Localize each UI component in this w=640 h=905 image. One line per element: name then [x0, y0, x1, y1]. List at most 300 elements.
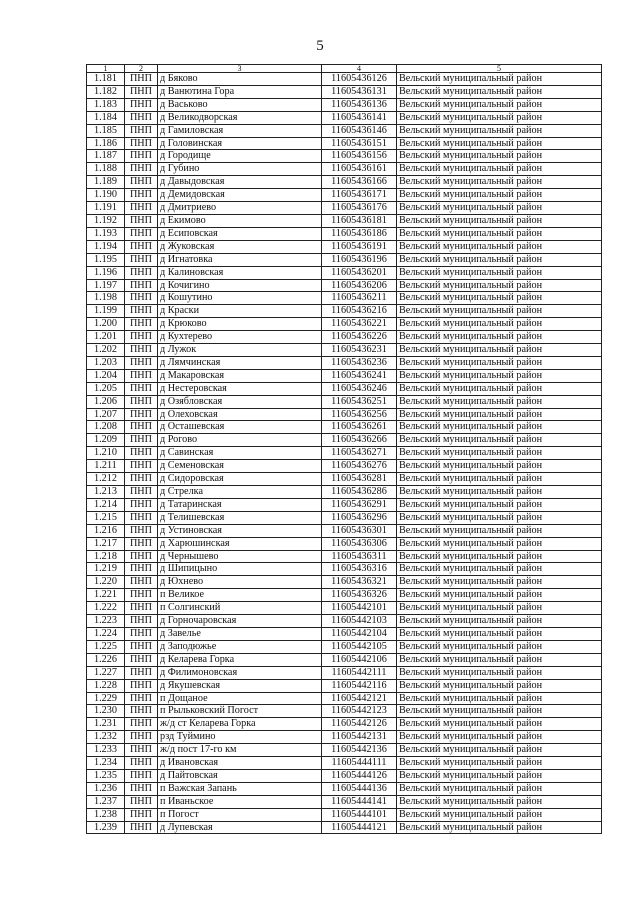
cell-type: ПНП: [125, 369, 158, 382]
cell-index: 1.182: [87, 85, 125, 98]
cell-type: ПНП: [125, 421, 158, 434]
cell-name: д Кошутино: [158, 292, 322, 305]
cell-index: 1.236: [87, 782, 125, 795]
table-row: [87, 679, 602, 692]
cell-district: Вельский муниципальный район: [397, 382, 602, 395]
cell-index: 1.237: [87, 795, 125, 808]
cell-name: д Ванютина Гора: [158, 85, 322, 98]
cell-district: Вельский муниципальный район: [397, 150, 602, 163]
cell-code: 11605436141: [322, 111, 397, 124]
cell-type: ПНП: [125, 124, 158, 137]
cell-code: 11605436271: [322, 447, 397, 460]
cell-district: Вельский муниципальный район: [397, 189, 602, 202]
table-row: [87, 640, 602, 653]
cell-name: п Иваньское: [158, 795, 322, 808]
cell-district: Вельский муниципальный район: [397, 589, 602, 602]
cell-type: ПНП: [125, 718, 158, 731]
cell-name: д Лужок: [158, 344, 322, 357]
cell-code: 11605436266: [322, 434, 397, 447]
cell-district: Вельский муниципальный район: [397, 679, 602, 692]
cell-district: Вельский муниципальный район: [397, 318, 602, 331]
cell-code: 11605442136: [322, 744, 397, 757]
cell-code: 11605436296: [322, 511, 397, 524]
table-row: [87, 705, 602, 718]
table-row: [87, 615, 602, 628]
table-row: [87, 214, 602, 227]
cell-type: ПНП: [125, 305, 158, 318]
cell-name: д Игнатовка: [158, 253, 322, 266]
cell-index: 1.228: [87, 679, 125, 692]
cell-code: 11605436231: [322, 344, 397, 357]
cell-name: д Дмитриево: [158, 202, 322, 215]
cell-code: 11605436136: [322, 98, 397, 111]
cell-district: Вельский муниципальный район: [397, 331, 602, 344]
cell-name: д Харюшинская: [158, 537, 322, 550]
table-row: [87, 111, 602, 124]
cell-district: Вельский муниципальный район: [397, 731, 602, 744]
table-row: [87, 434, 602, 447]
cell-name: д Шипицыно: [158, 563, 322, 576]
cell-code: 11605442123: [322, 705, 397, 718]
cell-district: Вельский муниципальный район: [397, 511, 602, 524]
cell-index: 1.190: [87, 189, 125, 202]
table-row: [87, 176, 602, 189]
table-row: [87, 498, 602, 511]
cell-index: 1.205: [87, 382, 125, 395]
cell-name: д Устиновская: [158, 524, 322, 537]
cell-name: п Солгинский: [158, 602, 322, 615]
cell-index: 1.200: [87, 318, 125, 331]
cell-district: Вельский муниципальный район: [397, 524, 602, 537]
cell-code: 11605442101: [322, 602, 397, 615]
cell-type: ПНП: [125, 731, 158, 744]
table-row: [87, 524, 602, 537]
cell-index: 1.196: [87, 266, 125, 279]
cell-name: д Кухтерево: [158, 331, 322, 344]
cell-type: ПНП: [125, 744, 158, 757]
cell-code: 11605436201: [322, 266, 397, 279]
cell-code: 11605442106: [322, 653, 397, 666]
cell-district: Вельский муниципальный район: [397, 408, 602, 421]
cell-index: 1.194: [87, 240, 125, 253]
cell-type: ПНП: [125, 331, 158, 344]
cell-type: ПНП: [125, 202, 158, 215]
cell-district: Вельский муниципальный район: [397, 615, 602, 628]
cell-district: Вельский муниципальный район: [397, 369, 602, 382]
cell-type: ПНП: [125, 486, 158, 499]
cell-code: 11605436261: [322, 421, 397, 434]
cell-code: 11605436146: [322, 124, 397, 137]
cell-name: д Калиновская: [158, 266, 322, 279]
cell-index: 1.199: [87, 305, 125, 318]
table-row: [87, 253, 602, 266]
cell-index: 1.187: [87, 150, 125, 163]
cell-index: 1.225: [87, 640, 125, 653]
cell-district: Вельский муниципальный район: [397, 85, 602, 98]
cell-index: 1.185: [87, 124, 125, 137]
table-row: [87, 447, 602, 460]
cell-type: ПНП: [125, 189, 158, 202]
cell-name: д Келарева Горка: [158, 653, 322, 666]
cell-name: д Чернышево: [158, 550, 322, 563]
table-row: [87, 795, 602, 808]
cell-index: 1.186: [87, 137, 125, 150]
table-row: [87, 189, 602, 202]
cell-district: Вельский муниципальный район: [397, 473, 602, 486]
cell-name: д Олеховская: [158, 408, 322, 421]
column-header-district: 5: [397, 65, 602, 73]
cell-type: ПНП: [125, 498, 158, 511]
cell-district: Вельский муниципальный район: [397, 821, 602, 834]
cell-code: 11605436196: [322, 253, 397, 266]
cell-type: ПНП: [125, 511, 158, 524]
cell-type: ПНП: [125, 563, 158, 576]
cell-name: д Савинская: [158, 447, 322, 460]
table-row: [87, 292, 602, 305]
cell-district: Вельский муниципальный район: [397, 395, 602, 408]
cell-type: ПНП: [125, 176, 158, 189]
cell-code: 11605444101: [322, 808, 397, 821]
table-row: [87, 202, 602, 215]
cell-code: 11605442131: [322, 731, 397, 744]
cell-index: 1.209: [87, 434, 125, 447]
table-row: [87, 305, 602, 318]
cell-district: Вельский муниципальный район: [397, 344, 602, 357]
cell-type: ПНП: [125, 279, 158, 292]
cell-name: д Пайтовская: [158, 769, 322, 782]
settlement-register-table: [86, 64, 602, 834]
cell-index: 1.213: [87, 486, 125, 499]
cell-name: д Завелье: [158, 627, 322, 640]
cell-district: Вельский муниципальный район: [397, 124, 602, 137]
cell-name: д Сидоровская: [158, 473, 322, 486]
cell-name: д Великодворская: [158, 111, 322, 124]
cell-code: 11605436211: [322, 292, 397, 305]
cell-code: 11605436241: [322, 369, 397, 382]
cell-index: 1.188: [87, 163, 125, 176]
cell-code: 11605442126: [322, 718, 397, 731]
cell-name: д Крюково: [158, 318, 322, 331]
table-row: [87, 486, 602, 499]
cell-type: ПНП: [125, 460, 158, 473]
cell-district: Вельский муниципальный район: [397, 782, 602, 795]
cell-type: ПНП: [125, 434, 158, 447]
cell-code: 11605442103: [322, 615, 397, 628]
cell-district: Вельский муниципальный район: [397, 292, 602, 305]
cell-type: ПНП: [125, 408, 158, 421]
cell-name: д Городище: [158, 150, 322, 163]
cell-code: 11605436291: [322, 498, 397, 511]
table-row: [87, 163, 602, 176]
cell-district: Вельский муниципальный район: [397, 744, 602, 757]
cell-index: 1.212: [87, 473, 125, 486]
table-row: [87, 537, 602, 550]
cell-district: Вельский муниципальный район: [397, 163, 602, 176]
cell-name: д Гамиловская: [158, 124, 322, 137]
cell-type: ПНП: [125, 692, 158, 705]
cell-name: д Горночаровская: [158, 615, 322, 628]
cell-index: 1.206: [87, 395, 125, 408]
cell-name: д Юхнево: [158, 576, 322, 589]
cell-type: ПНП: [125, 356, 158, 369]
cell-code: 11605444126: [322, 769, 397, 782]
table-row: [87, 408, 602, 421]
cell-district: Вельский муниципальный район: [397, 666, 602, 679]
cell-code: 11605436221: [322, 318, 397, 331]
cell-name: д Есиповская: [158, 227, 322, 240]
cell-district: Вельский муниципальный район: [397, 498, 602, 511]
cell-code: 11605436326: [322, 589, 397, 602]
cell-index: 1.222: [87, 602, 125, 615]
cell-type: ПНП: [125, 537, 158, 550]
cell-code: 11605436181: [322, 214, 397, 227]
cell-district: Вельский муниципальный район: [397, 653, 602, 666]
cell-name: д Давыдовская: [158, 176, 322, 189]
cell-district: Вельский муниципальный район: [397, 602, 602, 615]
table-row: [87, 692, 602, 705]
cell-index: 1.226: [87, 653, 125, 666]
table-row: [87, 718, 602, 731]
cell-name: д Ивановская: [158, 757, 322, 770]
table-row: [87, 744, 602, 757]
cell-name: д Губино: [158, 163, 322, 176]
cell-type: ПНП: [125, 253, 158, 266]
cell-index: 1.214: [87, 498, 125, 511]
table-row: [87, 782, 602, 795]
cell-index: 1.197: [87, 279, 125, 292]
cell-code: 11605442105: [322, 640, 397, 653]
cell-district: Вельский муниципальный район: [397, 563, 602, 576]
column-header-code: 4: [322, 65, 397, 73]
cell-type: ПНП: [125, 795, 158, 808]
cell-code: 11605436246: [322, 382, 397, 395]
cell-type: ПНП: [125, 679, 158, 692]
cell-code: 11605436256: [322, 408, 397, 421]
cell-district: Вельский муниципальный район: [397, 769, 602, 782]
cell-index: 1.227: [87, 666, 125, 679]
cell-code: 11605442121: [322, 692, 397, 705]
table-row: [87, 395, 602, 408]
table-row: [87, 124, 602, 137]
cell-code: 11605436306: [322, 537, 397, 550]
table-row: [87, 279, 602, 292]
cell-code: 11605436251: [322, 395, 397, 408]
cell-index: 1.203: [87, 356, 125, 369]
cell-code: 11605436161: [322, 163, 397, 176]
cell-name: д Головинская: [158, 137, 322, 150]
cell-index: 1.233: [87, 744, 125, 757]
cell-name: п Важская Запань: [158, 782, 322, 795]
cell-type: ПНП: [125, 769, 158, 782]
cell-type: ПНП: [125, 589, 158, 602]
column-header-type: 2: [125, 65, 158, 73]
cell-type: ПНП: [125, 550, 158, 563]
cell-index: 1.207: [87, 408, 125, 421]
cell-district: Вельский муниципальный район: [397, 486, 602, 499]
cell-name: д Озябловская: [158, 395, 322, 408]
cell-code: 11605436151: [322, 137, 397, 150]
table-row: [87, 73, 602, 86]
cell-name: д Семеновская: [158, 460, 322, 473]
cell-index: 1.189: [87, 176, 125, 189]
cell-type: ПНП: [125, 666, 158, 679]
cell-index: 1.198: [87, 292, 125, 305]
table-row: [87, 821, 602, 834]
cell-index: 1.193: [87, 227, 125, 240]
cell-district: Вельский муниципальный район: [397, 253, 602, 266]
cell-name: п Дощаное: [158, 692, 322, 705]
table-row: [87, 666, 602, 679]
cell-district: Вельский муниципальный район: [397, 718, 602, 731]
cell-code: 11605436321: [322, 576, 397, 589]
cell-name: д Демидовская: [158, 189, 322, 202]
cell-type: ПНП: [125, 318, 158, 331]
cell-index: 1.201: [87, 331, 125, 344]
cell-code: 11605436281: [322, 473, 397, 486]
cell-district: Вельский муниципальный район: [397, 576, 602, 589]
column-header-index: 1: [87, 65, 125, 73]
cell-code: 11605436311: [322, 550, 397, 563]
cell-district: Вельский муниципальный район: [397, 111, 602, 124]
cell-type: ПНП: [125, 473, 158, 486]
cell-name: д Якушевская: [158, 679, 322, 692]
cell-name: д Рогово: [158, 434, 322, 447]
cell-name: д Екимово: [158, 214, 322, 227]
cell-code: 11605436166: [322, 176, 397, 189]
cell-index: 1.221: [87, 589, 125, 602]
cell-name: д Татаринская: [158, 498, 322, 511]
cell-index: 1.183: [87, 98, 125, 111]
cell-district: Вельский муниципальный район: [397, 692, 602, 705]
cell-type: ПНП: [125, 150, 158, 163]
cell-code: 11605436131: [322, 85, 397, 98]
cell-name: д Бяково: [158, 73, 322, 86]
cell-district: Вельский муниципальный район: [397, 266, 602, 279]
cell-type: ПНП: [125, 214, 158, 227]
cell-code: 11605436186: [322, 227, 397, 240]
cell-index: 1.234: [87, 757, 125, 770]
cell-index: 1.232: [87, 731, 125, 744]
cell-name: д Васьково: [158, 98, 322, 111]
cell-type: ПНП: [125, 98, 158, 111]
cell-name: д Стрелка: [158, 486, 322, 499]
table-header-row: [87, 65, 602, 73]
cell-name: п Погост: [158, 808, 322, 821]
cell-type: ПНП: [125, 705, 158, 718]
cell-name: д Жуковская: [158, 240, 322, 253]
cell-index: 1.195: [87, 253, 125, 266]
cell-name: д Заподюжье: [158, 640, 322, 653]
cell-type: ПНП: [125, 73, 158, 86]
cell-district: Вельский муниципальный район: [397, 240, 602, 253]
cell-type: ПНП: [125, 382, 158, 395]
cell-name: п Рыльковский Погост: [158, 705, 322, 718]
cell-district: Вельский муниципальный район: [397, 98, 602, 111]
cell-district: Вельский муниципальный район: [397, 627, 602, 640]
cell-index: 1.220: [87, 576, 125, 589]
table-row: [87, 769, 602, 782]
cell-index: 1.184: [87, 111, 125, 124]
cell-code: 11605444121: [322, 821, 397, 834]
cell-code: 11605436226: [322, 331, 397, 344]
table-row: [87, 563, 602, 576]
cell-type: ПНП: [125, 821, 158, 834]
cell-district: Вельский муниципальный район: [397, 176, 602, 189]
cell-code: 11605436126: [322, 73, 397, 86]
cell-code: 11605436171: [322, 189, 397, 202]
cell-code: 11605436156: [322, 150, 397, 163]
cell-district: Вельский муниципальный район: [397, 356, 602, 369]
table-row: [87, 266, 602, 279]
cell-type: ПНП: [125, 395, 158, 408]
table-row: [87, 98, 602, 111]
cell-type: ПНП: [125, 524, 158, 537]
cell-index: 1.202: [87, 344, 125, 357]
cell-district: Вельский муниципальный район: [397, 279, 602, 292]
cell-code: 11605444136: [322, 782, 397, 795]
cell-code: 11605436286: [322, 486, 397, 499]
cell-code: 11605444141: [322, 795, 397, 808]
cell-code: 11605436276: [322, 460, 397, 473]
cell-index: 1.231: [87, 718, 125, 731]
cell-type: ПНП: [125, 782, 158, 795]
cell-index: 1.223: [87, 615, 125, 628]
cell-name: д Макаровская: [158, 369, 322, 382]
cell-name: рзд Туймино: [158, 731, 322, 744]
cell-type: ПНП: [125, 640, 158, 653]
cell-index: 1.229: [87, 692, 125, 705]
cell-name: д Осташевская: [158, 421, 322, 434]
table-row: [87, 511, 602, 524]
cell-name: д Лямчинская: [158, 356, 322, 369]
table-row: [87, 589, 602, 602]
cell-code: 11605444111: [322, 757, 397, 770]
cell-district: Вельский муниципальный район: [397, 421, 602, 434]
cell-district: Вельский муниципальный район: [397, 214, 602, 227]
table-row: [87, 757, 602, 770]
cell-type: ПНП: [125, 615, 158, 628]
cell-code: 11605436301: [322, 524, 397, 537]
table-row: [87, 356, 602, 369]
cell-code: 11605436176: [322, 202, 397, 215]
cell-name: д Краски: [158, 305, 322, 318]
table-row: [87, 85, 602, 98]
cell-district: Вельский муниципальный район: [397, 137, 602, 150]
cell-name: ж/д пост 17-го км: [158, 744, 322, 757]
cell-type: ПНП: [125, 576, 158, 589]
cell-district: Вельский муниципальный район: [397, 640, 602, 653]
cell-index: 1.204: [87, 369, 125, 382]
cell-type: ПНП: [125, 292, 158, 305]
cell-name: ж/д ст Келарева Горка: [158, 718, 322, 731]
cell-index: 1.238: [87, 808, 125, 821]
cell-type: ПНП: [125, 344, 158, 357]
cell-type: ПНП: [125, 653, 158, 666]
table-row: [87, 240, 602, 253]
cell-index: 1.230: [87, 705, 125, 718]
cell-district: Вельский муниципальный район: [397, 434, 602, 447]
cell-type: ПНП: [125, 111, 158, 124]
cell-district: Вельский муниципальный район: [397, 705, 602, 718]
cell-district: Вельский муниципальный район: [397, 808, 602, 821]
cell-name: д Кочигино: [158, 279, 322, 292]
table-row: [87, 627, 602, 640]
table-row: [87, 369, 602, 382]
table-row: [87, 421, 602, 434]
table-row: [87, 137, 602, 150]
cell-index: 1.239: [87, 821, 125, 834]
cell-type: ПНП: [125, 757, 158, 770]
